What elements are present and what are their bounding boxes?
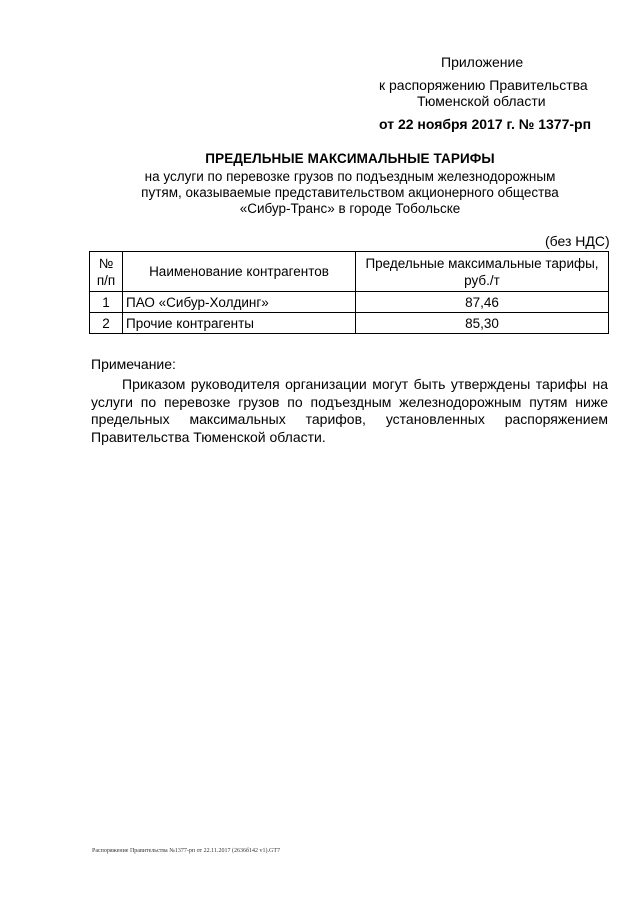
document-footer: Распоряжение Правительства №1377-рп от 22.11.2017 (2636б142 v1).GT7 [92, 848, 281, 854]
appendix-date-number: от 22 ноября 2017 г. № 1377-рп [379, 116, 592, 132]
header-tariff-unit: руб./т [464, 272, 500, 288]
title-subline-2: путям, оказываемые представительством акционерного общества [141, 185, 559, 200]
note-label: Примечание: [91, 356, 176, 372]
vat-note: (без НДС) [545, 233, 610, 249]
row-counterparty: Прочие контрагенты [123, 313, 356, 334]
header-number [90, 252, 123, 292]
appendix-region: Тюменской области [417, 93, 546, 109]
header-tariff-title: Предельные максимальные тарифы, [365, 255, 599, 271]
row-number: 2 [90, 313, 123, 334]
document-title: ПРЕДЕЛЬНЫЕ МАКСИМАЛЬНЫЕ ТАРИФЫ [205, 151, 495, 166]
row-tariff-value: 85,30 [356, 313, 609, 334]
header-tariff [356, 252, 609, 292]
table-row [90, 313, 609, 334]
row-counterparty: ПАО «Сибур-Холдинг» [123, 292, 356, 313]
appendix-label: Приложение [441, 54, 524, 70]
tariff-table [89, 251, 609, 334]
table-header-row [90, 252, 609, 292]
row-number: 1 [90, 292, 123, 313]
header-counterparty: Наименование контрагентов [123, 252, 356, 292]
header-number-symbol: № [98, 255, 114, 271]
title-subline-1: на услуги по перевозке грузов по подъездным железнодорожным [144, 169, 556, 184]
row-tariff-value: 87,46 [356, 292, 609, 313]
appendix-decree-ref: к распоряжению Правительства [379, 77, 588, 93]
table-row [90, 292, 609, 313]
note-text: Приказом руководителя организации могут быть утверждены тарифы на услуги по перевозке грузов по подъездным железнодорожным путям ниже предельных максимальных тарифов, установленных распоряжением Правительства Тюменской области. [91, 376, 608, 445]
title-subline-3: «Сибур-Транс» в городе Тобольске [239, 201, 461, 216]
header-number-abbr: п/п [96, 272, 116, 288]
